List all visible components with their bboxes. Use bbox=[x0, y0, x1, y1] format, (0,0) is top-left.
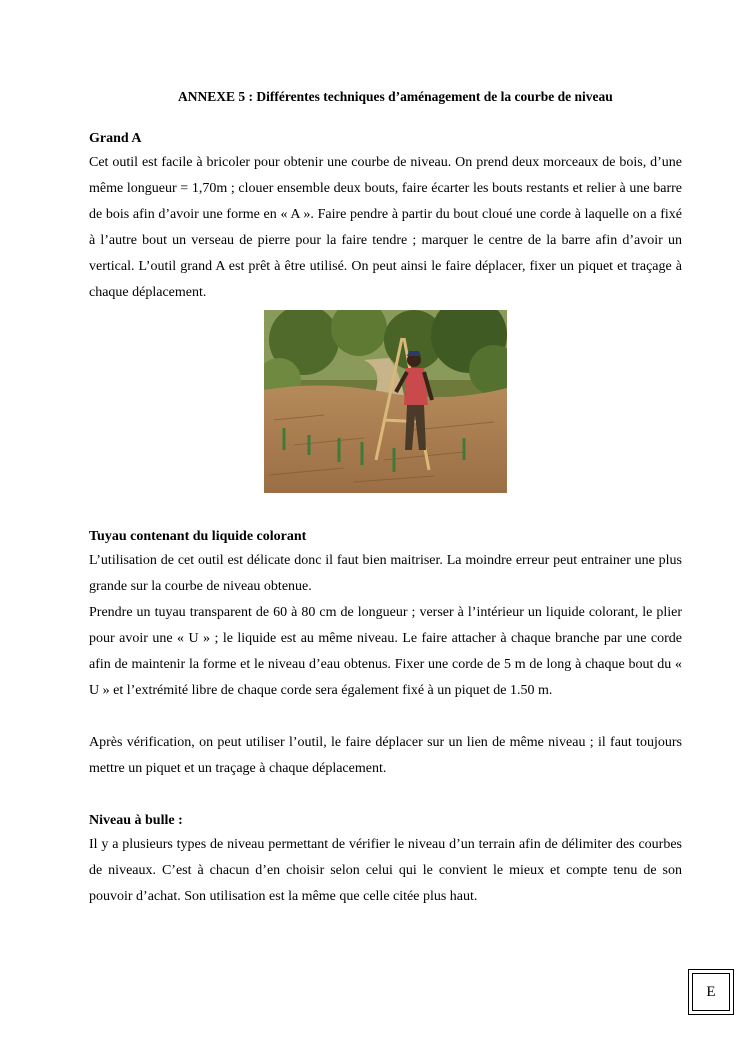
section-paragraph-grand-a: Cet outil est facile à bricoler pour obtenir une courbe de niveau. On prend deux morceaux de bois, d’une même longueur = 1,70m ; clouer ensemble deux bouts, faire écarter les bouts restants et relier à une barre de bois afin d’avoir une forme en « A ». Faire pendre à partir du bout cloué une corde à laquelle on a fixé à l’autre bout un verseau de pierre pour la faire tendre ; marquer le centre de la barre afin d’avoir un vertical. L’outil grand A est prêt à être utilisé. On peut ainsi le faire déplacer, fixer un piquet et traçage à chaque déplacement. bbox=[89, 155, 682, 300]
section-paragraph-tuyau-3: Après vérification, on peut utiliser l’outil, le faire déplacer sur un lien de même niveau ; il faut toujours mettre un piquet et un traçage à chaque déplacement. bbox=[89, 735, 682, 776]
section-paragraph-niveau-a-bulle: Il y a plusieurs types de niveau permettant de vérifier le niveau d’un terrain afin de délimiter des courbes de niveaux. C’est à chacun d’en choisir selon celui qui le convient le mieux et compte tenu de son pouvoir d’achat. Son utilisation est la même que celle citée plus haut. bbox=[89, 837, 682, 904]
annex-page-letter: E bbox=[692, 973, 730, 1011]
section-heading-niveau-a-bulle: Niveau à bulle : bbox=[89, 813, 183, 828]
field-photo bbox=[264, 310, 507, 493]
section-paragraph-tuyau-2: Prendre un tuyau transparent de 60 à 80 cm de longueur ; verser à l’intérieur un liquide colorant, le plier pour avoir une « U » ; le liquide est au même niveau. Le faire attacher à chaque branche par une corde afin de maintenir la forme et le niveau d’eau obtenus. Fixer une corde de 5 m de long à chaque bout du « U » et l’extrémité libre de chaque corde sera également fixé à un piquet de 1.50 m. bbox=[89, 605, 682, 698]
section-paragraph-tuyau-1: L’utilisation de cet outil est délicate donc il faut bien maitriser. La moindre erreur peut entrainer une plus grande sur la courbe de niveau obtenue. bbox=[89, 553, 682, 594]
annex-page-mark bbox=[688, 969, 734, 1015]
section-heading-tuyau: Tuyau contenant du liquide colorant bbox=[89, 529, 307, 544]
annex-title: ANNEXE 5 : Différentes techniques d’aménagement de la courbe de niveau bbox=[178, 89, 613, 104]
section-heading-grand-a: Grand A bbox=[89, 131, 142, 146]
